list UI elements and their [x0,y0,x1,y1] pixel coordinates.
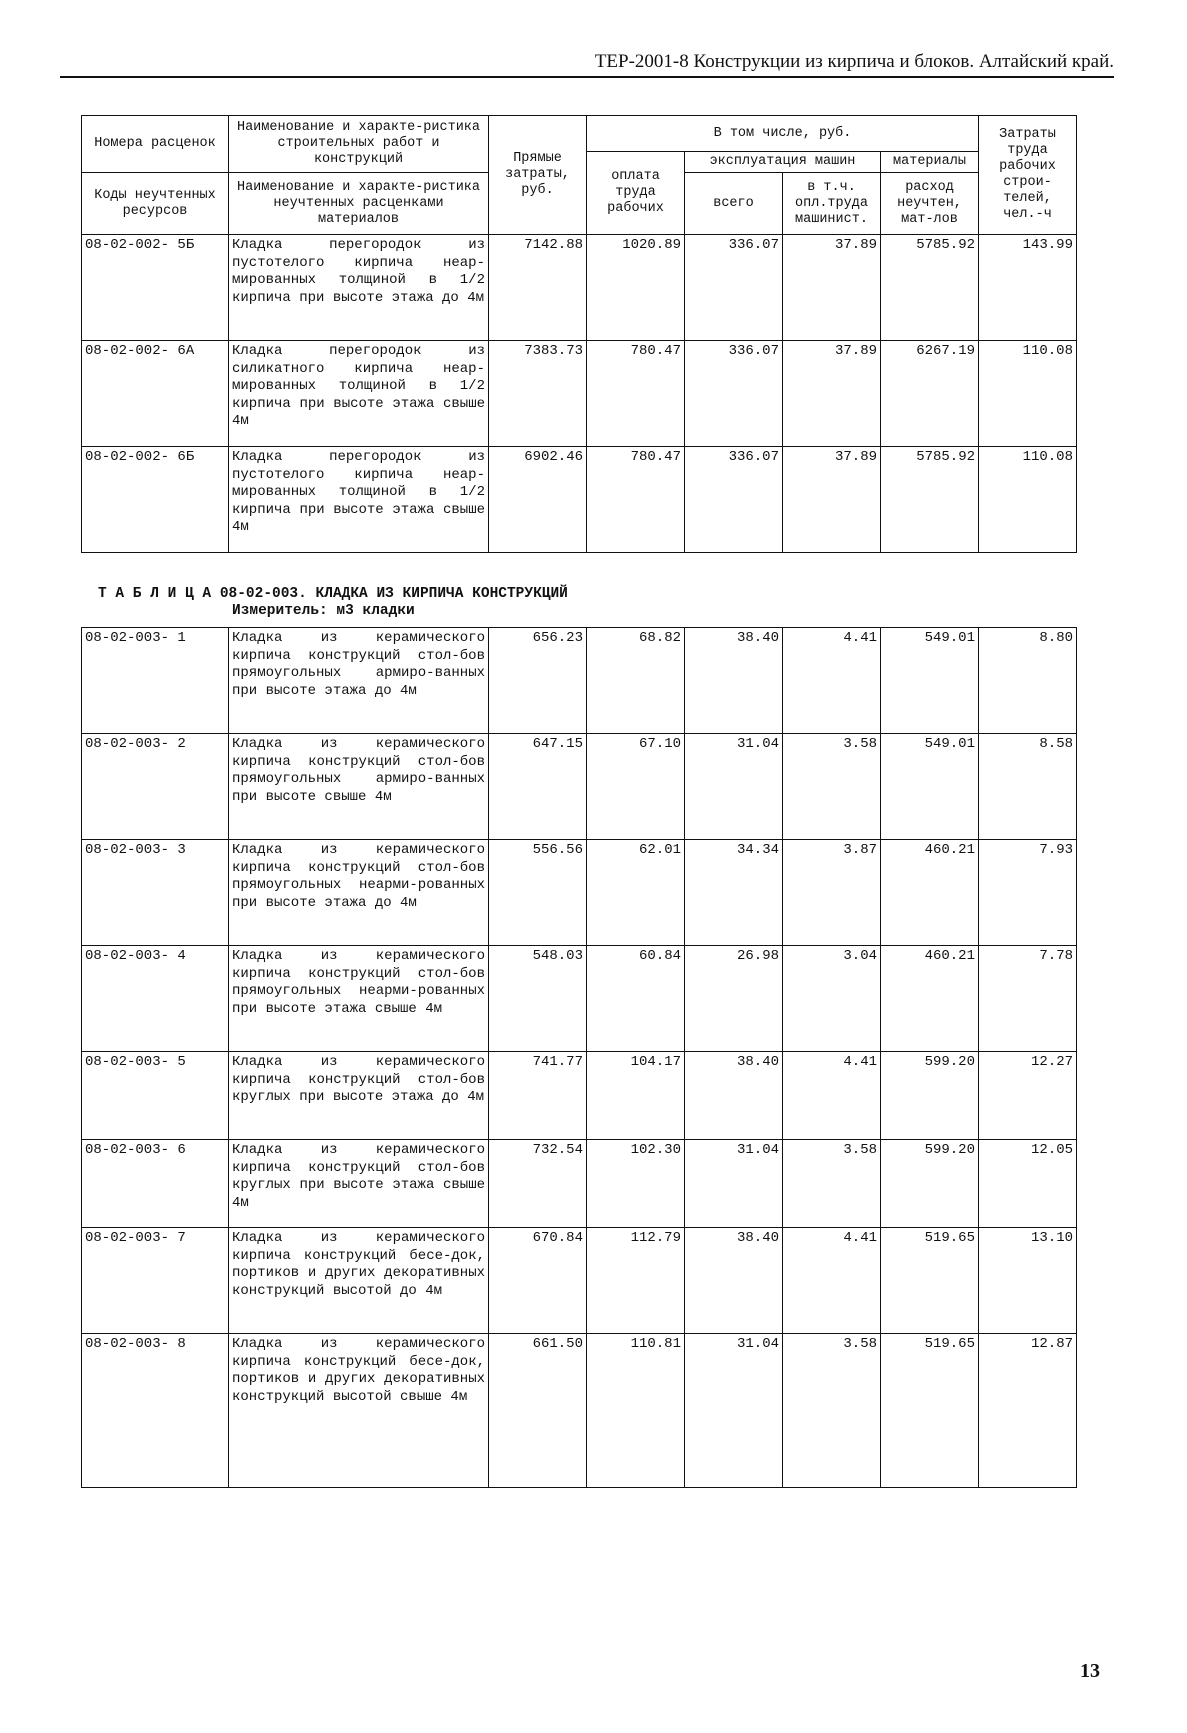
header-wages: оплата труда рабочих [587,152,685,235]
work-name: Кладка перегородок из пустотелого кирпича неар-мированных толщиной в 1/2 кирпича при высоте этажа свыше 4м [229,447,489,553]
machines-cost: 26.98 [685,946,783,1052]
header-machines-all: всего [685,173,783,235]
direct-cost: 661.50 [489,1334,587,1488]
rate-code: 08-02-003- 7 [82,1228,229,1334]
labor-hours: 12.05 [979,1140,1077,1228]
page-number: 13 [1080,1660,1100,1682]
work-name: Кладка из керамического кирпича конструкций бесе-док, портиков и других декоративных конструкций высотой до 4м [229,1228,489,1334]
header-rate-numbers: Номера расценок [82,116,229,173]
materials-cost: 549.01 [881,628,979,734]
direct-cost: 6902.46 [489,447,587,553]
work-name: Кладка перегородок из пустотелого кирпича неар-мированных толщиной в 1/2 кирпича при высоте этажа до 4м [229,235,489,341]
machines-cost: 336.07 [685,341,783,447]
machines-cost: 336.07 [685,235,783,341]
labor-hours: 13.10 [979,1228,1077,1334]
table-row [82,628,1077,734]
table-row [82,341,1077,447]
materials-cost: 460.21 [881,946,979,1052]
labor-hours: 8.80 [979,628,1077,734]
header-labor-costs: Затраты труда рабочих строи-телей, чел.-ч [979,116,1077,235]
operator-wages: 3.87 [783,840,881,946]
machines-cost: 31.04 [685,734,783,840]
materials-cost: 5785.92 [881,235,979,341]
rate-code: 08-02-002- 5Б [82,235,229,341]
materials-cost: 549.01 [881,734,979,840]
wages: 60.84 [587,946,685,1052]
materials-cost: 460.21 [881,840,979,946]
work-name: Кладка из керамического кирпича конструкций стол-бов прямоугольных неарми-рованных при высоте этажа свыше 4м [229,946,489,1052]
labor-hours: 12.27 [979,1052,1077,1140]
rate-code: 08-02-002- 6Б [82,447,229,553]
machines-cost: 31.04 [685,1334,783,1488]
materials-cost: 6267.19 [881,341,979,447]
operator-wages: 3.58 [783,1334,881,1488]
labor-hours: 12.87 [979,1334,1077,1488]
direct-cost: 741.77 [489,1052,587,1140]
work-name: Кладка из керамического кирпича конструкций стол-бов круглых при высоте этажа свыше 4м [229,1140,489,1228]
header-materials: материалы [881,152,979,173]
machines-cost: 31.04 [685,1140,783,1228]
materials-cost: 599.20 [881,1140,979,1228]
labor-hours: 8.58 [979,734,1077,840]
operator-wages: 3.58 [783,1140,881,1228]
rate-code: 08-02-003- 3 [82,840,229,946]
operator-wages: 3.58 [783,734,881,840]
table-row [82,946,1077,1052]
wages: 112.79 [587,1228,685,1334]
page-header-title: ТЕР-2001-8 Конструкции из кирпича и блоков. Алтайский край. [594,51,1114,72]
header-material-consumption: расход неучтен, мат-лов [881,173,979,235]
wages: 110.81 [587,1334,685,1488]
table-row [82,1140,1077,1228]
operator-wages: 37.89 [783,341,881,447]
table-row [82,1334,1077,1488]
materials-cost: 519.65 [881,1334,979,1488]
rate-code: 08-02-003- 5 [82,1052,229,1140]
wages: 102.30 [587,1140,685,1228]
direct-cost: 7383.73 [489,341,587,447]
materials-cost: 519.65 [881,1228,979,1334]
table-row [82,235,1077,341]
work-name: Кладка из керамического кирпича конструкций стол-бов прямоугольных армиро-ванных при высоте свыше 4м [229,734,489,840]
wages: 1020.89 [587,235,685,341]
operator-wages: 3.04 [783,946,881,1052]
table-row [82,1228,1077,1334]
materials-cost: 599.20 [881,1052,979,1140]
work-name: Кладка перегородок из силикатного кирпича неар-мированных толщиной в 1/2 кирпича при высоте этажа свыше 4м [229,341,489,447]
table-row [82,840,1077,946]
header-work-name: Наименование и характе-ристика строительных работ и конструкций [229,116,489,173]
rate-code: 08-02-003- 2 [82,734,229,840]
rate-code: 08-02-003- 4 [82,946,229,1052]
direct-cost: 548.03 [489,946,587,1052]
table-caption: Т А Б Л И Ц А 08-02-003. КЛАДКА ИЗ КИРПИЧА КОНСТРУКЦИЙ [98,586,568,602]
wages: 780.47 [587,341,685,447]
table-row [82,1052,1077,1140]
work-name: Кладка из керамического кирпича конструкций стол-бов прямоугольных неарми-рованных при высоте этажа до 4м [229,840,489,946]
work-name: Кладка из керамического кирпича конструкций бесе-док, портиков и других декоративных конструкций высотой свыше 4м [229,1334,489,1488]
header-machines: эксплуатация машин [685,152,881,173]
rate-code: 08-02-003- 1 [82,628,229,734]
header-direct-costs: Прямые затраты, руб. [489,116,587,235]
machines-cost: 336.07 [685,447,783,553]
direct-cost: 7142.88 [489,235,587,341]
wages: 780.47 [587,447,685,553]
header-resource-codes: Коды неучтенных ресурсов [82,173,229,235]
work-name: Кладка из керамического кирпича конструкций стол-бов круглых при высоте этажа до 4м [229,1052,489,1140]
machines-cost: 38.40 [685,628,783,734]
direct-cost: 732.54 [489,1140,587,1228]
labor-hours: 110.08 [979,341,1077,447]
wages: 67.10 [587,734,685,840]
materials-cost: 5785.92 [881,447,979,553]
header-including: В том числе, руб. [587,116,979,152]
table-row [82,447,1077,553]
wages: 62.01 [587,840,685,946]
rates-table-08-02-002 [81,115,1077,553]
table-unit: Измеритель: м3 кладки [232,603,415,619]
direct-cost: 670.84 [489,1228,587,1334]
work-name: Кладка из керамического кирпича конструкций стол-бов прямоугольных армиро-ванных при высоте этажа до 4м [229,628,489,734]
direct-cost: 656.23 [489,628,587,734]
table-row [82,734,1077,840]
machines-cost: 34.34 [685,840,783,946]
machines-cost: 38.40 [685,1228,783,1334]
labor-hours: 7.78 [979,946,1077,1052]
rate-code: 08-02-002- 6А [82,341,229,447]
direct-cost: 647.15 [489,734,587,840]
labor-hours: 110.08 [979,447,1077,553]
wages: 104.17 [587,1052,685,1140]
rate-code: 08-02-003- 8 [82,1334,229,1488]
wages: 68.82 [587,628,685,734]
operator-wages: 37.89 [783,235,881,341]
labor-hours: 7.93 [979,840,1077,946]
machines-cost: 38.40 [685,1052,783,1140]
operator-wages: 4.41 [783,1228,881,1334]
operator-wages: 4.41 [783,628,881,734]
header-operator-wages: в т.ч. опл.труда машинист. [783,173,881,235]
header-material-name: Наименование и характе-ристика неучтенных расценками материалов [229,173,489,235]
rates-table-08-02-003 [81,627,1077,1488]
rate-code: 08-02-003- 6 [82,1140,229,1228]
operator-wages: 37.89 [783,447,881,553]
operator-wages: 4.41 [783,1052,881,1140]
direct-cost: 556.56 [489,840,587,946]
labor-hours: 143.99 [979,235,1077,341]
header-rule [60,76,1114,78]
